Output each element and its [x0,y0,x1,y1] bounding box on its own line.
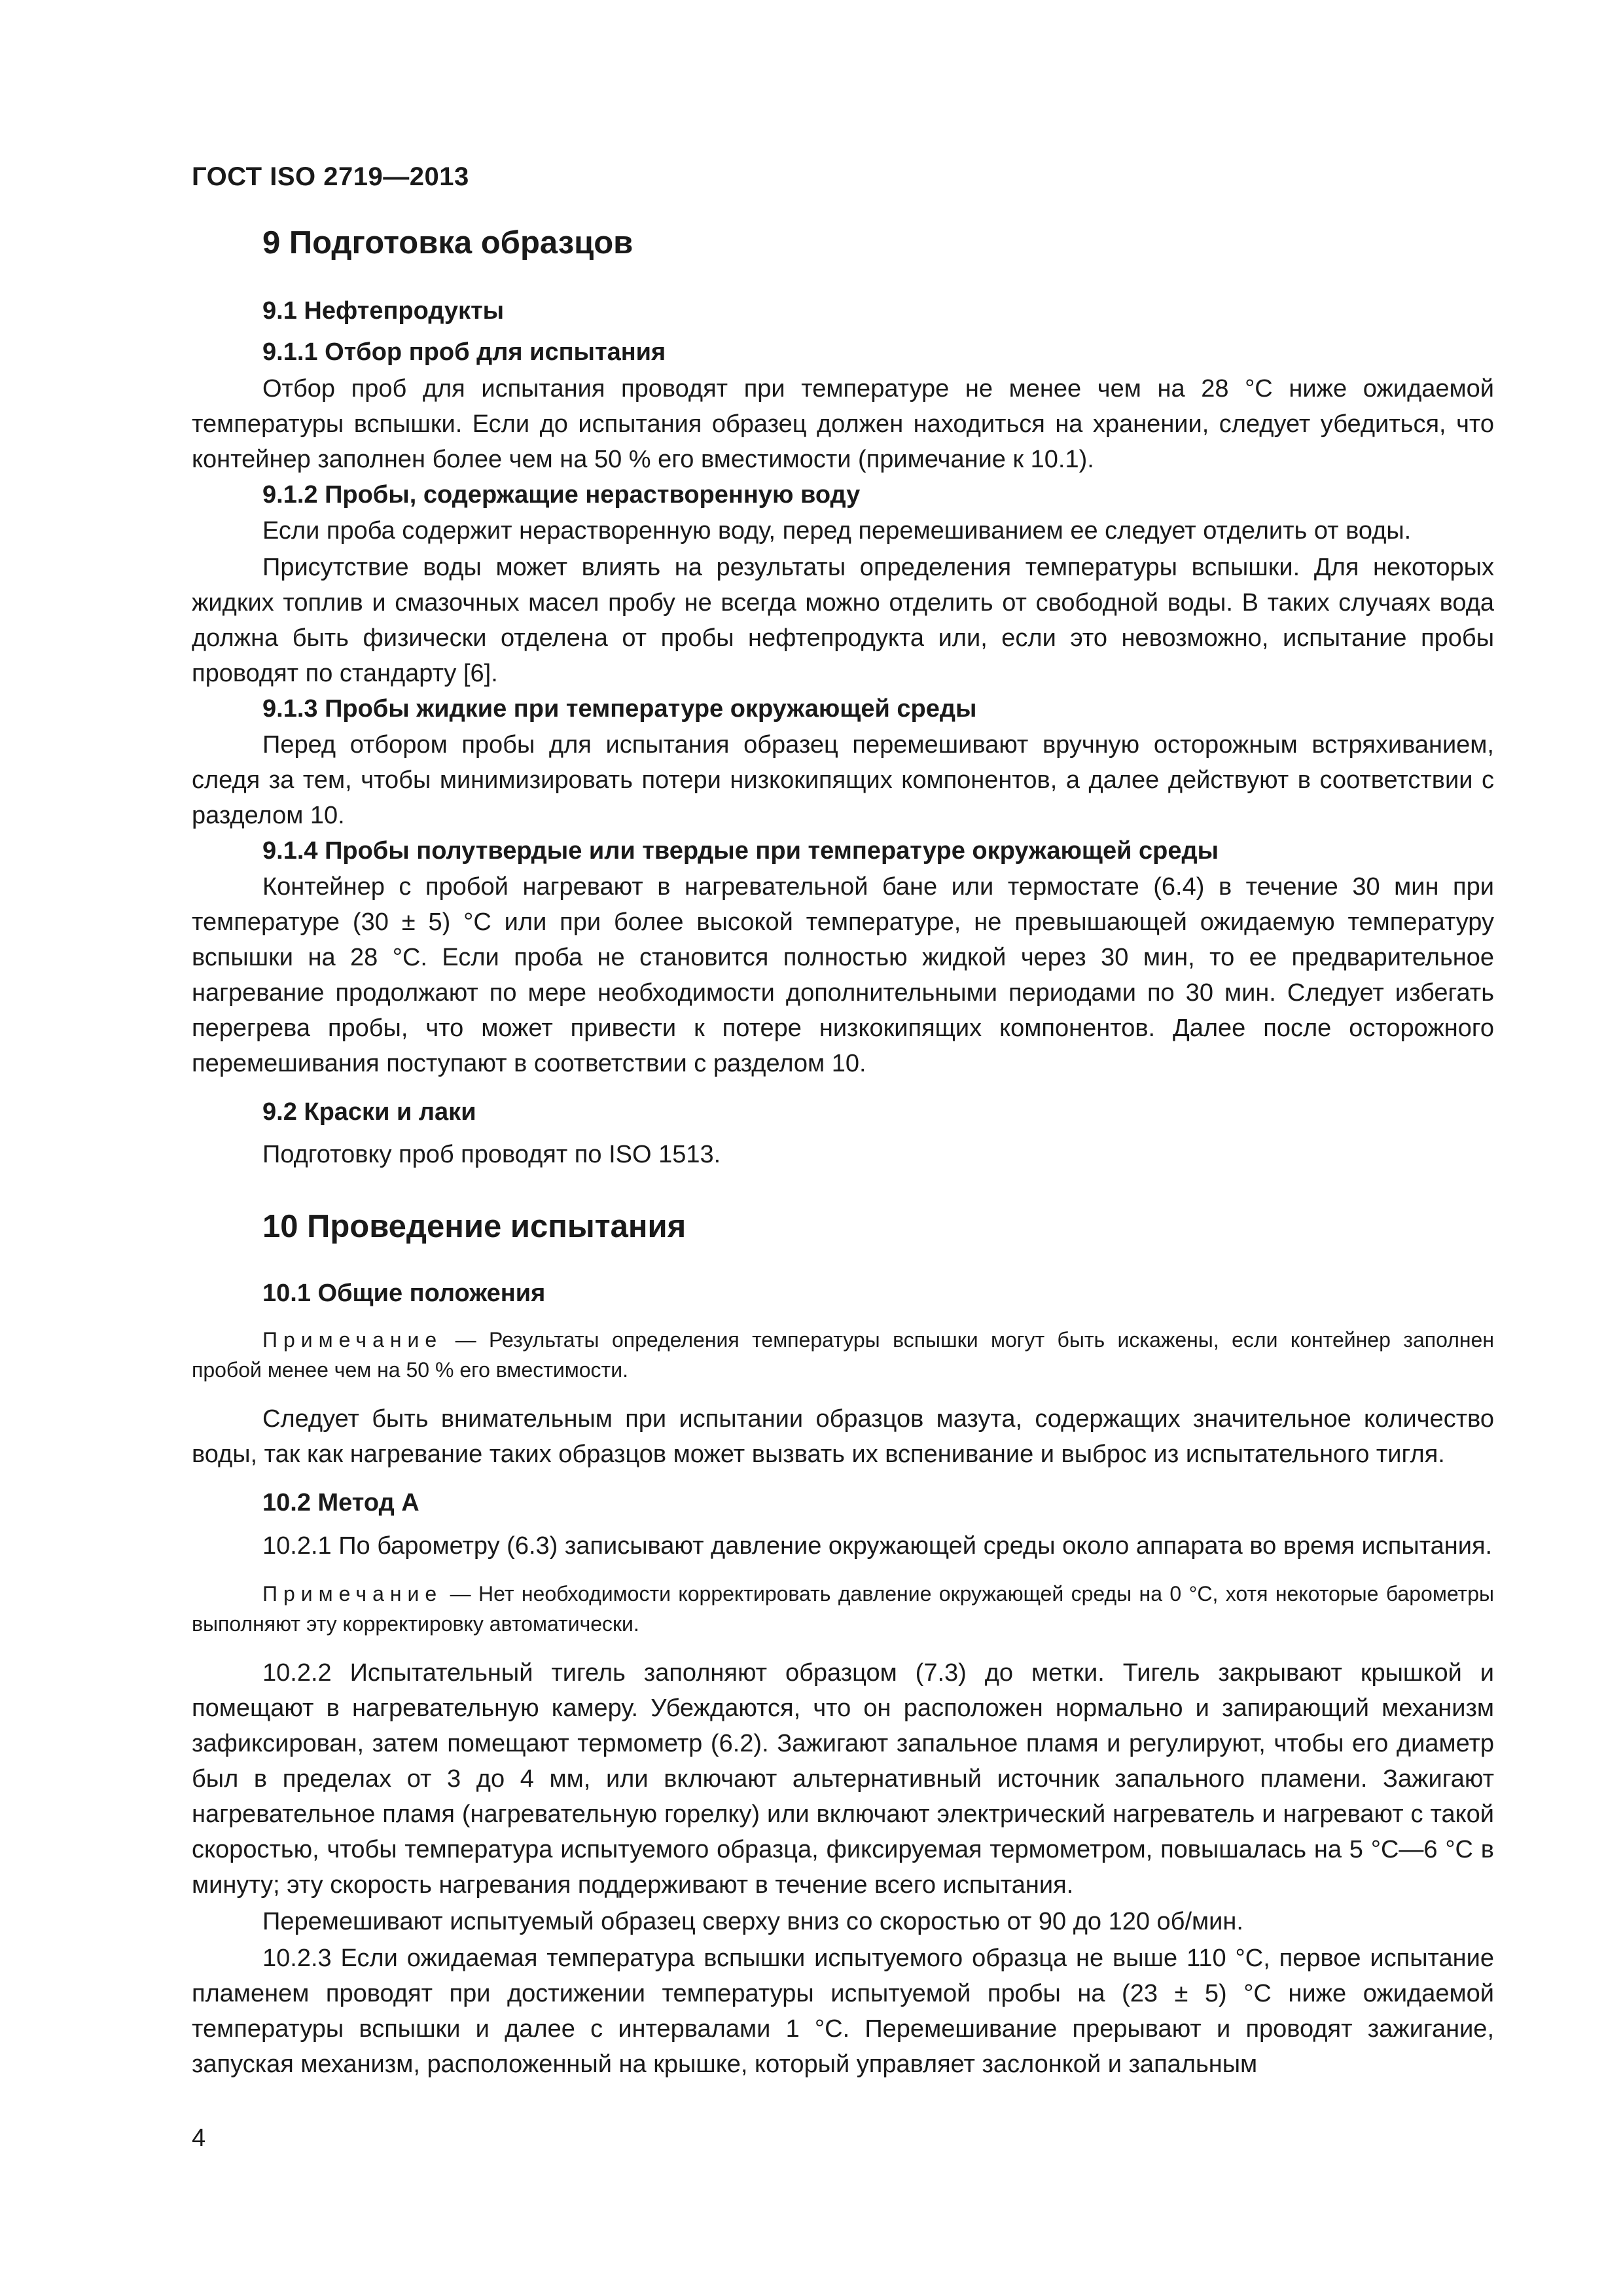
paragraph: Перемешивают испытуемый образец сверху вниз со скоростью от 90 до 120 об/мин. [262,1908,1243,1936]
section-9-1-3-heading: 9.1.3 Пробы жидкие при температуре окружающей среды [262,694,977,723]
note [192,1579,1494,1640]
page-content [192,226,1494,2084]
paragraph: Контейнер с пробой нагревают в нагревательной бане или термостате (6.4) в течение 30 мин при температуре (30 ± 5) °С или при более высокой температуре, не превышающей ожидаемую температуру вспышки на 28 °С. Если проба не становится полностью жидкой через 30 мин, то ее предварительное нагревание продолжают по мере необходимости дополнительными периодами по 30 мин. Следует избегать перегрева пробы, что может привести к потере низкокипящих компонентов. Далее после осторожного перемешивания поступают в соответствии с разделом 10. [192,873,1494,1078]
note-text: — Нет необходимости корректировать давление окружающей среды на 0 °С, хотя некоторые барометры выполняют эту корректировку автоматически. [192,1581,1494,1636]
page-number: 4 [192,2125,206,2152]
note-label: Примечание [262,1581,443,1605]
section-9-1-1-heading: 9.1.1 Отбор проб для испытания [262,338,666,367]
note [192,1325,1494,1386]
section-10-2-heading: 10.2 Метод А [262,1489,419,1517]
paragraph: Следует быть внимательным при испытании образцов мазута, содержащих значительное количество воды, так как нагревание таких образцов может вызвать их вспенивание и выброс из испытательного тигля. [192,1405,1494,1469]
section-9-1-2-heading: 9.1.2 Пробы, содержащие нерастворенную воду [262,480,861,509]
section-9-heading: 9 Подготовка образцов [262,225,633,260]
document-code-header: ГОСТ ISO 2719—2013 [192,162,469,191]
paragraph: Отбор проб для испытания проводят при температуре не менее чем на 28 °С ниже ожидаемой температуры вспышки. Если до испытания образец должен находиться на хранении, следует убедиться, что контейнер заполнен более чем на 50 % его вместимости (примечание к 10.1). [192,374,1494,473]
note-label: Примечание [262,1327,443,1352]
paragraph: Подготовку проб проводят по ISO 1513. [262,1141,721,1169]
section-9-1-4-heading: 9.1.4 Пробы полутвердые или твердые при температуре окружающей среды [262,836,1219,865]
paragraph: 10.2.2 Испытательный тигель заполняют образцом (7.3) до метки. Тигель закрывают крышкой и помещают в нагревательную камеру. Убеждаются, что он расположен нормально и запирающий механизм зафиксирован, затем помещают термометр (6.2). Зажигают запальное пламя и регулируют, чтобы его диаметр был в пределах от 3 до 4 мм, или включают альтернативный источник запального пламени. Зажигают нагревательное пламя (нагревательную горелку) или включают электрический нагреватель и нагревают с такой скоростью, чтобы температура испытуемого образца, фиксируемая термометром, повышалась на 5 °С—6 °С в минуту; эту скорость нагревания поддерживают в течение всего испытания. [192,1659,1494,1899]
section-9-1-heading: 9.1 Нефтепродукты [262,296,505,325]
paragraph: 10.2.3 Если ожидаемая температура вспышки испытуемого образца не выше 110 °С, первое испытание пламенем проводят при достижении температуры испытуемой пробы на (23 ± 5) °С ниже ожидаемой температуры вспышки и далее с интервалами 1 °С. Перемешивание прерывают и проводят зажигание, запуская механизм, расположенный на крышке, который управляет заслонкой и запальным [192,1945,1494,2078]
section-9-2-heading: 9.2 Краски и лаки [262,1098,476,1126]
paragraph: Присутствие воды может влиять на результаты определения температуры вспышки. Для некоторых жидких топлив и смазочных масел пробу не всегда можно отделить от свободной воды. В таких случаях вода должна быть физически отделена от пробы нефтепродукта или, если это невозможно, испытание пробы проводят по стандарту [6]. [192,553,1494,687]
note-text: — Результаты определения температуры вспышки могут быть искажены, если контейнер заполнен пробой менее чем на 50 % его вместимости. [192,1327,1494,1382]
section-10-1-heading: 10.1 Общие положения [262,1280,546,1308]
paragraph: 10.2.1 По барометру (6.3) записывают давление окружающей среды около аппарата во время испытания. [262,1532,1493,1560]
paragraph: Если проба содержит нерастворенную воду, перед перемешиванием ее следует отделить от воды. [262,516,1412,545]
paragraph: Перед отбором пробы для испытания образец перемешивают вручную осторожным встряхиванием, следя за тем, чтобы минимизировать потери низкокипящих компонентов, а далее действуют в соответствии с разделом 10. [192,731,1494,829]
section-10-heading: 10 Проведение испытания [262,1209,687,1245]
